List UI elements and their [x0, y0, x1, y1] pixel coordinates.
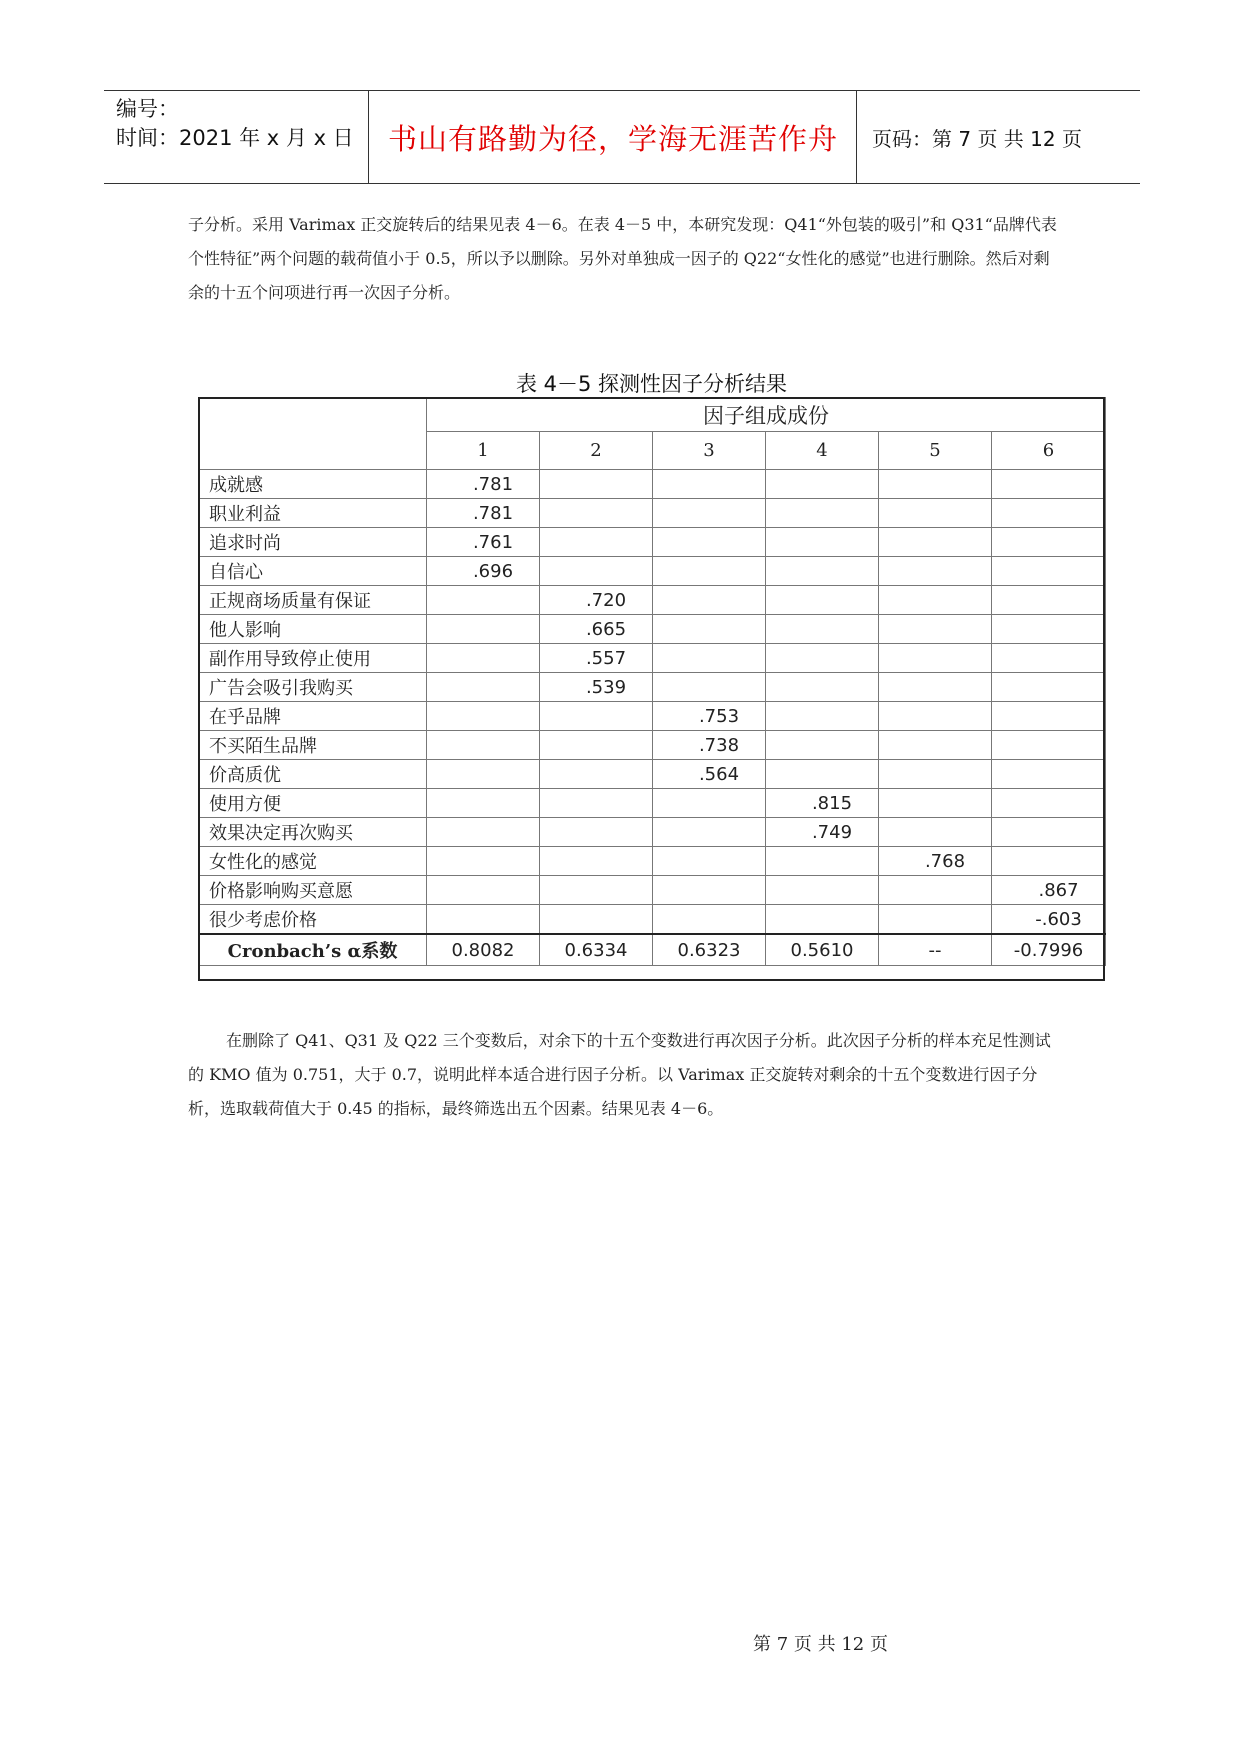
footer-page-number: 第 7 页 共 12 页 — [753, 1634, 888, 1655]
table-row — [199, 586, 1106, 615]
loading-cell — [879, 731, 992, 760]
column-header: 4 — [766, 432, 879, 470]
loading-cell — [427, 818, 540, 847]
loading-cell — [540, 528, 653, 557]
loading-cell — [653, 499, 766, 528]
alpha-cell: 0.6323 — [653, 934, 766, 966]
row-label: 自信心 — [199, 557, 427, 586]
loading-cell — [653, 557, 766, 586]
loading-cell — [427, 789, 540, 818]
loading-cell: .753 — [653, 702, 766, 731]
loading-cell — [653, 673, 766, 702]
loading-cell — [427, 644, 540, 673]
loading-cell: .815 — [766, 789, 879, 818]
loading-cell: .867 — [992, 876, 1106, 905]
loading-cell — [766, 702, 879, 731]
column-header: 2 — [540, 432, 653, 470]
loading-cell — [540, 702, 653, 731]
header-motto: 书山有路勤为径，学海无涯苦作舟 — [387, 121, 838, 156]
row-label: 很少考虑价格 — [199, 905, 427, 935]
row-label: 价格影响购买意愿 — [199, 876, 427, 905]
loading-cell: .557 — [540, 644, 653, 673]
loading-cell — [427, 876, 540, 905]
loading-cell — [766, 499, 879, 528]
loading-cell — [992, 586, 1106, 615]
header-meta — [116, 95, 366, 153]
alpha-cell: 0.5610 — [766, 934, 879, 966]
loading-cell — [879, 673, 992, 702]
loading-cell — [879, 760, 992, 789]
loading-cell — [879, 586, 992, 615]
row-label: 使用方便 — [199, 789, 427, 818]
table-row — [199, 470, 1106, 499]
page-footer — [0, 1630, 1241, 1656]
row-label: 在乎品牌 — [199, 702, 427, 731]
loading-cell — [427, 586, 540, 615]
table-row — [199, 644, 1106, 673]
loading-cell — [992, 731, 1106, 760]
loading-cell — [992, 644, 1106, 673]
row-label: 女性化的感觉 — [199, 847, 427, 876]
table-row — [199, 818, 1106, 847]
loading-cell — [879, 470, 992, 499]
loading-cell — [427, 847, 540, 876]
loading-cell — [992, 847, 1106, 876]
document-header — [104, 90, 1140, 184]
loading-cell — [766, 615, 879, 644]
loading-cell — [992, 557, 1106, 586]
loading-cell — [427, 702, 540, 731]
table-row — [199, 673, 1106, 702]
loading-cell: .539 — [540, 673, 653, 702]
loading-cell: .749 — [766, 818, 879, 847]
loading-cell — [427, 905, 540, 935]
table-group-header-row — [199, 398, 1106, 432]
header-page-label: 页码：第 7 页 共 12 页 — [872, 126, 1082, 151]
loading-cell — [540, 818, 653, 847]
header-divider — [368, 91, 369, 183]
loading-cell: .781 — [427, 470, 540, 499]
loading-cell: .738 — [653, 731, 766, 760]
loading-cell — [766, 731, 879, 760]
table-row — [199, 499, 1106, 528]
row-label: 副作用导致停止使用 — [199, 644, 427, 673]
loading-cell — [992, 673, 1106, 702]
alpha-row — [199, 934, 1106, 966]
factor-analysis-table — [198, 397, 1106, 966]
table-row — [199, 905, 1106, 935]
loading-cell — [540, 847, 653, 876]
table-caption: 表 4－5 探测性因子分析结果 — [515, 372, 788, 396]
group-header: 因子组成成份 — [427, 398, 1106, 432]
loading-cell — [653, 905, 766, 935]
time-label: 时间：2021 年 x 月 x 日 — [116, 126, 354, 150]
loading-cell — [879, 528, 992, 557]
loading-cell — [879, 789, 992, 818]
loading-cell: .564 — [653, 760, 766, 789]
header-divider — [856, 91, 857, 183]
loading-cell — [653, 876, 766, 905]
loading-cell — [540, 499, 653, 528]
row-label: 他人影响 — [199, 615, 427, 644]
loading-cell — [540, 760, 653, 789]
loading-cell — [427, 673, 540, 702]
table-row — [199, 615, 1106, 644]
loading-cell — [653, 847, 766, 876]
row-label: 职业利益 — [199, 499, 427, 528]
loading-cell — [879, 499, 992, 528]
loading-cell — [766, 528, 879, 557]
loading-cell — [992, 760, 1106, 789]
row-label: 成就感 — [199, 470, 427, 499]
table-row — [199, 557, 1106, 586]
table-corner-cell — [199, 398, 427, 470]
paragraph-intro: 子分析。采用 Varimax 正交旋转后的结果见表 4－6。在表 4－5 中，本研究发现：Q41“外包装的吸引”和 Q31“品牌代表个性特征”两个问题的载荷值小于 0.5，所以予以删除。另外对单独成一因子的 Q22“女性化的感觉”也进行删除。然后对剩余的十五个问项进行再一次因子分析。 — [188, 215, 1057, 302]
loading-cell — [653, 644, 766, 673]
loading-cell: .761 — [427, 528, 540, 557]
loading-cell — [653, 818, 766, 847]
loading-cell — [879, 615, 992, 644]
loading-cell — [992, 499, 1106, 528]
loading-cell — [992, 615, 1106, 644]
loading-cell — [879, 644, 992, 673]
loading-cell — [766, 586, 879, 615]
loading-cell — [766, 557, 879, 586]
table-row — [199, 731, 1106, 760]
row-label: 正规商场质量有保证 — [199, 586, 427, 615]
alpha-cell: 0.6334 — [540, 934, 653, 966]
loading-cell — [766, 470, 879, 499]
table-row — [199, 760, 1106, 789]
loading-cell: .768 — [879, 847, 992, 876]
table-row — [199, 702, 1106, 731]
loading-cell — [766, 644, 879, 673]
serial-label: 编号： — [116, 97, 179, 121]
loading-cell — [992, 818, 1106, 847]
loading-cell — [992, 789, 1106, 818]
loading-cell — [653, 789, 766, 818]
loading-cell — [540, 470, 653, 499]
loading-cell: .696 — [427, 557, 540, 586]
column-header: 1 — [427, 432, 540, 470]
loading-cell: .720 — [540, 586, 653, 615]
loading-cell — [766, 847, 879, 876]
table-row — [199, 847, 1106, 876]
loading-cell — [766, 905, 879, 935]
loading-cell: .665 — [540, 615, 653, 644]
loading-cell — [540, 731, 653, 760]
column-header: 6 — [992, 432, 1106, 470]
column-header: 3 — [653, 432, 766, 470]
row-label: 价高质优 — [199, 760, 427, 789]
loading-cell — [427, 615, 540, 644]
loading-cell — [992, 470, 1106, 499]
loading-cell — [992, 702, 1106, 731]
loading-cell — [879, 876, 992, 905]
loading-cell — [427, 760, 540, 789]
row-label: 追求时尚 — [199, 528, 427, 557]
row-label: 效果决定再次购买 — [199, 818, 427, 847]
alpha-cell: 0.8082 — [427, 934, 540, 966]
table-row — [199, 528, 1106, 557]
loading-cell — [766, 876, 879, 905]
loading-cell: .781 — [427, 499, 540, 528]
loading-cell — [879, 557, 992, 586]
loading-cell — [540, 789, 653, 818]
alpha-cell: -0.7996 — [992, 934, 1106, 966]
loading-cell — [540, 557, 653, 586]
loading-cell — [653, 586, 766, 615]
loading-cell — [879, 905, 992, 935]
column-header: 5 — [879, 432, 992, 470]
loading-cell — [653, 528, 766, 557]
loading-cell — [427, 731, 540, 760]
loading-cell — [540, 876, 653, 905]
row-label: 广告会吸引我购买 — [199, 673, 427, 702]
row-label: 不买陌生品牌 — [199, 731, 427, 760]
loading-cell — [540, 905, 653, 935]
loading-cell — [992, 528, 1106, 557]
loading-cell — [653, 470, 766, 499]
loading-cell — [653, 615, 766, 644]
loading-cell — [879, 818, 992, 847]
loading-cell — [766, 673, 879, 702]
alpha-cell: -- — [879, 934, 992, 966]
table-row — [199, 789, 1106, 818]
table-row — [199, 876, 1106, 905]
loading-cell — [766, 760, 879, 789]
alpha-label: Cronbach’s α系数 — [199, 934, 427, 966]
paragraph-result: 在删除了 Q41、Q31 及 Q22 三个变数后，对余下的十五个变数进行再次因子分析。此次因子分析的样本充足性测试的 KMO 值为 0.751，大于 0.7，说明此样本适合进行因子分析。以 Varimax 正交旋转对剩余的十五个变数进行因子分析，选取载荷值大于 0.45 的指标，最终筛选出五个因素。结果见表 4－6。 — [188, 1031, 1051, 1118]
loading-cell: -.603 — [992, 905, 1106, 935]
loading-cell — [879, 702, 992, 731]
